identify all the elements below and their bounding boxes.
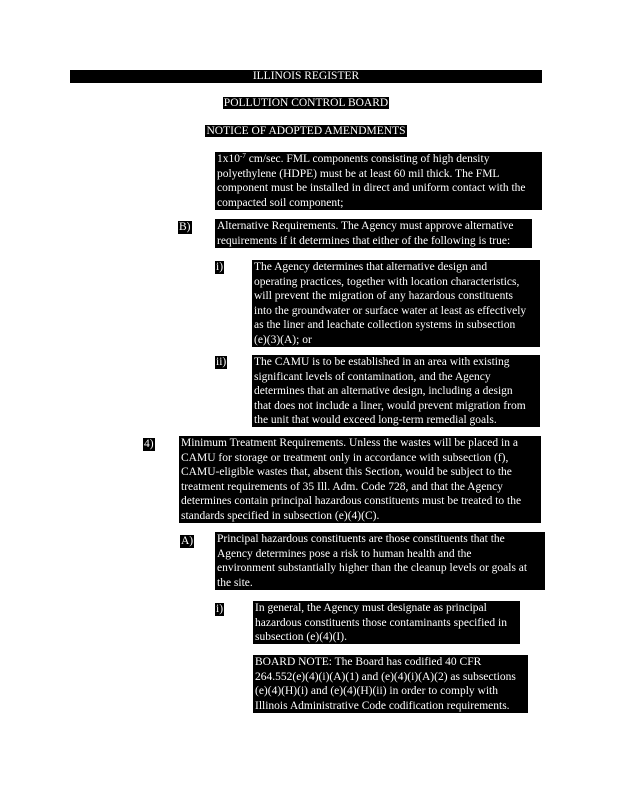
notice-title: NOTICE OF ADOPTED AMENDMENTS [206,125,406,137]
item-label-A: A) [181,535,194,547]
item-A-text: Principal hazardous constituents are those constituents that the Agency determines pose a risk to human health and the environment substantially higher than the cleanup levels or goals at the site. [215,532,545,590]
item-label-B-i: i) [216,261,224,273]
item-B-i-text: The Agency determines that alternative design and operating practices, together with location characteristics, will prevent the migration of any hazardous constituents into the groundwater or surface water at least as effectively as the liner and leachate collection systems in subsection (e)(3)(A); or [252,260,540,347]
item-label-B-ii: ii) [216,356,227,368]
agency-title: POLLUTION CONTROL BOARD [223,97,389,109]
item-B-ii-text: The CAMU is to be established in an area with existing significant levels of contamination, and the Agency determines that an alternative design, including a design that does not include a liner, would prevent migration from the unit that would exceed long-term remedial goals. [252,355,540,427]
item-A-i-text: In general, the Agency must designate as principal hazardous constituents those contaminants specified in subsection (e)(4)(I). [253,601,520,644]
item-label-A-i: i) [216,603,224,615]
paragraph-continued: $1x10^{-7}$ cm/sec. FML components consisting of high density polyethylene (HDPE) must be at least 60 mil thick. The FML component must be installed in direct and uniform contact with the compacted soil component; [215,152,542,210]
item-B-text: Alternative Requirements. The Agency must approve alternative requirements if it determines that either of the following is true: [215,219,532,248]
register-title: ILLINOIS REGISTER [252,70,360,82]
item-label-B: B) [179,221,191,233]
item-label-4: 4) [144,438,154,450]
board-note: BOARD NOTE: The Board has codified 40 CFR 264.552(e)(4)(i)(A)(1) and (e)(4)(i)(A)(2) as subsections (e)(4)(H)(i) and (e)(4)(H)(ii) in order to comply with Illinois Administrative Code codification requirements. [253,655,528,713]
item-4-text: Minimum Treatment Requirements. Unless the wastes will be placed in a CAMU for storage or treatment only in accordance with subsection (f), CAMU-eligible wastes that, absent this Section, would be subject to the treatment requirements of 35 Ill. Adm. Code 728, and that the Agency determines contain principal hazardous constituents must be treated to the standards specified in subsection (e)(4)(C). [179,436,541,523]
